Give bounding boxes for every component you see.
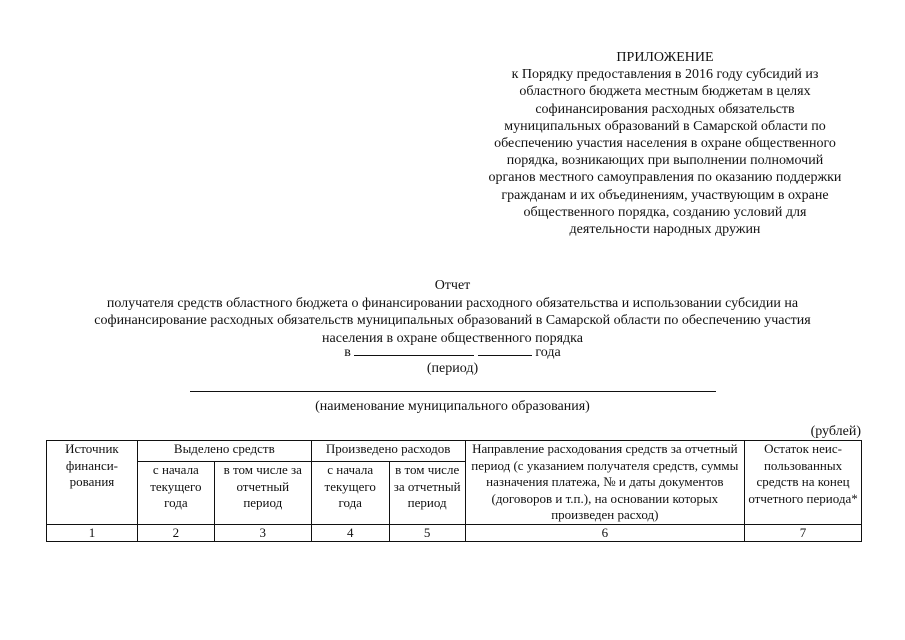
appendix-line: к Порядку предоставления в 2016 году субсидий из bbox=[511, 67, 819, 83]
header-allocated: Выделено средств bbox=[137, 441, 311, 462]
report-subtitle-line: софинансирование расходных обязательств муниципальных образований в Самарской области по обеспечению участия bbox=[94, 313, 811, 328]
period-caption: (период) bbox=[426, 361, 479, 376]
appendix-line: софинансирования расходных обязательств bbox=[535, 101, 795, 117]
report-subtitle-line: населения в охране общественного порядка bbox=[322, 330, 583, 346]
column-number: 1 bbox=[47, 524, 138, 541]
column-number: 2 bbox=[137, 524, 214, 541]
appendix-line: общественного порядка, созданию условий для bbox=[523, 204, 807, 220]
appendix-heading: ПРИЛОЖЕНИЕ bbox=[616, 50, 714, 65]
appendix-line: областного бюджета местным бюджетам в целях bbox=[519, 84, 811, 100]
header-source: Источник финанси-рования bbox=[47, 441, 138, 525]
column-numbers-row bbox=[47, 524, 862, 541]
period-field bbox=[0, 343, 905, 361]
appendix-line: деятельности народных дружин bbox=[569, 222, 761, 238]
column-number: 4 bbox=[311, 524, 389, 541]
report-title: Отчет bbox=[434, 278, 471, 293]
header-spent: Произведено расходов bbox=[311, 441, 465, 462]
appendix-line: органов местного самоуправления по оказанию поддержки bbox=[488, 170, 842, 186]
column-number: 6 bbox=[465, 524, 744, 541]
municipality-caption: (наименование муниципального образования) bbox=[315, 399, 590, 414]
period-blank[interactable] bbox=[354, 343, 474, 356]
report-table bbox=[46, 440, 862, 542]
column-number: 7 bbox=[745, 524, 862, 541]
header-allocated-in-period: в том числе за отчетный период bbox=[214, 462, 311, 524]
column-number: 5 bbox=[389, 524, 465, 541]
report-subtitle-line: получателя средств областного бюджета о финансировании расходного обязательства и использовании субсидии на bbox=[106, 295, 799, 311]
table-header-row bbox=[47, 441, 862, 462]
appendix-block bbox=[470, 49, 860, 238]
units-label: (рублей) bbox=[810, 424, 861, 439]
appendix-line: гражданам и их объединениям, участвующим в охране bbox=[501, 187, 829, 203]
appendix-line: муниципальных образований в Самарской области по bbox=[504, 118, 826, 134]
header-spent-in-period: в том числе за отчетный период bbox=[389, 462, 465, 524]
appendix-line: обеспечению участия населения в охране общественного bbox=[494, 136, 836, 152]
report-title-block bbox=[0, 277, 905, 347]
column-number: 3 bbox=[214, 524, 311, 541]
year-blank[interactable] bbox=[478, 343, 532, 356]
appendix-line: порядка, возникающих при выполнении полномочий bbox=[506, 153, 824, 169]
header-balance: Остаток неис-пользованных средств на конец отчетного периода* bbox=[745, 441, 862, 525]
header-spent-from-start: с начала текущего года bbox=[311, 462, 389, 524]
municipality-blank[interactable] bbox=[190, 391, 716, 392]
period-suffix: года bbox=[535, 345, 561, 360]
header-allocated-from-start: с начала текущего года bbox=[137, 462, 214, 524]
header-direction: Направление расходования средств за отчетный период (с указанием получателя средств, суммы назначения платежа, № и даты документов (договоров и т.п.), на основании которых произведен расход) bbox=[465, 441, 744, 525]
period-prefix: в bbox=[344, 345, 351, 360]
